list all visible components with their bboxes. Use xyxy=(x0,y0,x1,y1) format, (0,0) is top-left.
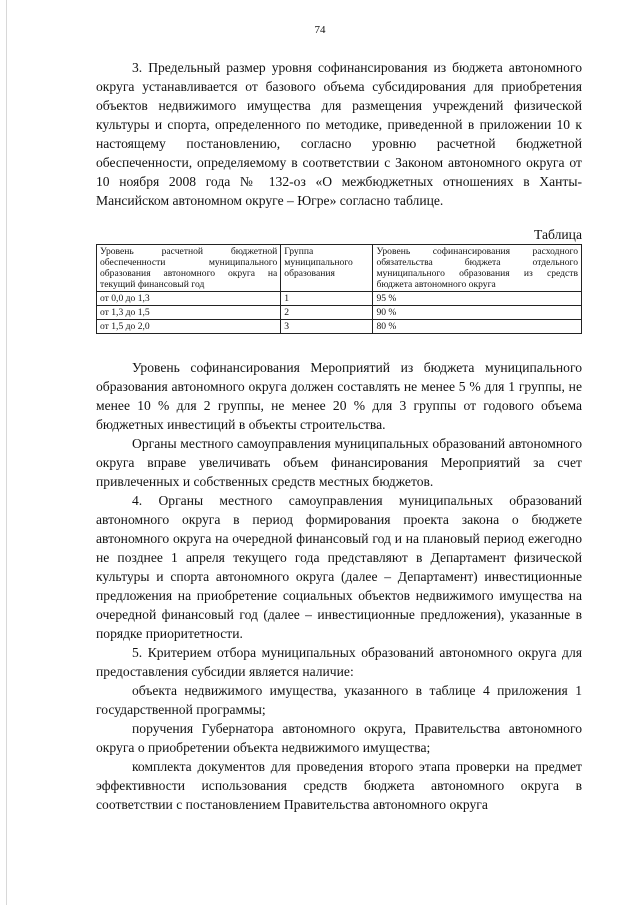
table-cell: 2 xyxy=(281,306,373,320)
scan-edge-line xyxy=(6,0,7,905)
paragraph-4: 4. Органы местного самоуправления муниципальных образований автономного округа в период формирования проекта закона о бюджете автономного округа на очередной финансовый год и на плановый период ежегодно не позднее 1 апреля текущего года представляют в Департамент физической культуры и спорта автономного округа (далее – Департамент) инвестиционные предложения на приобретение социальных объектов недвижимого имущества на очередной финансовый год (далее – инвестиционные предложения), указанные в порядке приоритетности. xyxy=(96,493,582,641)
paragraph-5: 5. Критерием отбора муниципальных образований автономного округа для предоставления субсидии является наличие: xyxy=(96,645,582,679)
table-row xyxy=(97,320,582,334)
paragraph-cofinancing-level: Уровень софинансирования Мероприятий из бюджета муниципального образования автономного округа должен составлять не менее 5 % для 1 группы, не менее 10 % для 2 группы, не менее 20 % для 3 группы от годового объема бюджетных инвестиций в объекты строительства. xyxy=(96,360,582,432)
table-cell: 1 xyxy=(281,292,373,306)
criterion-item-2: поручения Губернатора автономного округа, Правительства автономного округа о приобретении объекта недвижимого имущества; xyxy=(96,721,582,755)
header-cofinancing-level: Уровень софинансирования расходного обязательства бюджета отдельного муниципального образования из средств бюджета автономного округа xyxy=(373,245,582,292)
table-row xyxy=(97,306,582,320)
table-row xyxy=(97,292,582,306)
table-cell: от 1,5 до 2,0 xyxy=(97,320,281,334)
table-cell: 80 % xyxy=(373,320,582,334)
document-body xyxy=(96,58,582,814)
paragraph-3: 3. Предельный размер уровня софинансирования из бюджета автономного округа устанавливается от базового объема субсидирования для приобретения объектов недвижимого имущества для размещения учреждений физической культуры и спорта, определенного по методике, приведенной в приложении 10 к настоящему постановлению, согласно уровню расчетной бюджетной обеспеченности, определяемому в соответствии с Законом автономного округа от 10 ноября 2008 года № 132-оз «О межбюджетных отношениях в Ханты-Мансийском автономном округе – Югре» согласно таблице. xyxy=(96,60,582,208)
page-number: 74 xyxy=(314,24,326,36)
criterion-item-1: объекта недвижимого имущества, указанного в таблице 4 приложения 1 государственной программы; xyxy=(96,683,582,717)
spacer xyxy=(96,334,582,358)
header-budget-level: Уровень расчетной бюджетной обеспеченности муниципального образования автономного округа на текущий финансовый год xyxy=(97,245,281,292)
header-group: Группа муниципального образования xyxy=(281,245,373,292)
table-cell: от 1,3 до 1,5 xyxy=(97,306,281,320)
table-cell: 95 % xyxy=(373,292,582,306)
table-header-row xyxy=(97,245,582,292)
table-cell: от 0,0 до 1,3 xyxy=(97,292,281,306)
table-cell: 3 xyxy=(281,320,373,334)
cofinancing-table xyxy=(96,244,582,334)
table-caption: Таблица xyxy=(534,227,582,242)
table-cell: 90 % xyxy=(373,306,582,320)
criterion-item-3: комплекта документов для проведения второго этапа проверки на предмет эффективности использования средств бюджета автономного округа в соответствии с постановлением Правительства автономного округа xyxy=(96,759,582,812)
paragraph-local-authorities: Органы местного самоуправления муниципальных образований автономного округа вправе увеличивать объем финансирования Мероприятий за счет привлеченных и собственных средств местных бюджетов. xyxy=(96,436,582,489)
